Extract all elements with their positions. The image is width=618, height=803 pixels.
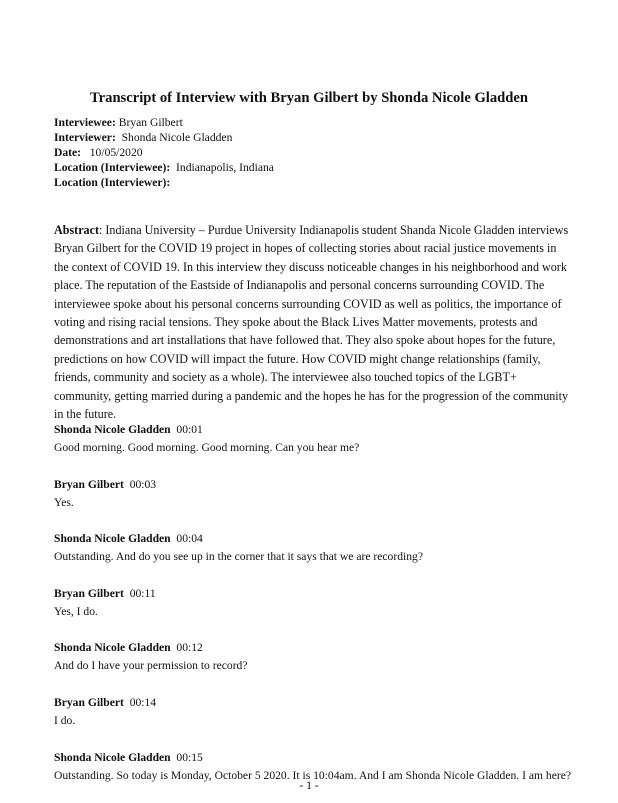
timestamp: 00:15 — [176, 750, 203, 764]
timestamp: 00:11 — [129, 586, 156, 600]
timestamp: 00:01 — [176, 423, 203, 436]
transcript-entry — [54, 530, 594, 585]
utterance: Yes. — [54, 495, 74, 509]
utterance: Good morning. Good morning. Good morning. Can you hear me? — [54, 441, 360, 454]
timestamp: 00:04 — [176, 532, 203, 546]
interviewer-value: Shonda Nicole Gladden — [121, 131, 233, 144]
transcript-entry — [54, 694, 594, 749]
transcript — [54, 421, 594, 803]
interviewee-value: Bryan Gilbert — [118, 116, 183, 129]
utterance: Outstanding. And do you see up in the corner that it says that we are recording? — [54, 550, 423, 564]
interviewer-label: Interviewer: — [54, 131, 116, 144]
transcript-entry — [54, 476, 594, 531]
interviewer-row — [54, 130, 274, 145]
utterance: I do. — [54, 713, 76, 727]
speaker-name: Bryan Gilbert — [54, 586, 124, 600]
abstract-label: Abstract — [54, 223, 100, 237]
abstract-text: : Indiana University – Purdue University Indianapolis student Shanda Nicole Gladden interviews Bryan Gilbert for the COVID 19 project in hopes of collecting stories about racial justice movements in the context of COVID 19. In this interview they discuss noticeable changes in his neighborhood and work place. The reputation of the Eastside of Indianapolis and personal concerns surrounding COVID. The interviewee spoke about his personal concerns surrounding COVID as well as politics, the importance of voting and rising racial tensions. They spoke about the Black Lives Matter movements, protests and demonstrations and art installations that have followed that. They also spoke about hopes for the future, predictions on how COVID will impact the future. How COVID might change relationships (family, friends, community and society as a whole). The interviewee also touched topics of the LGBT+ community, getting married during a pandemic and the hopes he has for the progression of the community in the future. — [54, 223, 569, 422]
date-label: Date: — [54, 146, 82, 159]
timestamp: 00:14 — [129, 695, 157, 709]
speaker-name: Shonda Nicole Gladden — [54, 641, 171, 655]
location-interviewer-row — [54, 175, 274, 190]
transcript-entry — [54, 749, 594, 803]
speaker-name: Bryan Gilbert — [54, 477, 124, 491]
location-interviewee-value: Indianapolis, Indiana — [176, 161, 274, 174]
utterance: And do I have your permission to record? — [54, 659, 248, 673]
timestamp: 00:12 — [176, 641, 203, 655]
interview-metadata — [54, 115, 274, 190]
utterance: Outstanding. So today is Monday, October 5 2020. It is 10:04am. And I am Shonda Nicole Gladden. I am here? — [54, 768, 572, 782]
document-title: Transcript of Interview with Bryan Gilbert by Shonda Nicole Gladden — [90, 90, 528, 106]
utterance: Yes, I do. — [54, 604, 98, 618]
location-interviewer-label: Location (Interviewer): — [54, 176, 171, 189]
speaker-name: Shonda Nicole Gladden — [54, 532, 171, 546]
transcript-entry — [54, 639, 594, 694]
location-interviewee-label: Location (Interviewee): — [54, 161, 171, 174]
speaker-name: Bryan Gilbert — [54, 695, 124, 709]
timestamp: 00:03 — [129, 477, 157, 491]
interviewee-row — [54, 115, 274, 130]
speaker-name: Shonda Nicole Gladden — [54, 750, 171, 764]
page-number: - 1 - — [299, 779, 319, 792]
interviewee-label: Interviewee: — [54, 116, 116, 129]
speaker-name: Shonda Nicole Gladden — [54, 423, 171, 436]
transcript-entry — [54, 585, 594, 640]
abstract — [54, 221, 574, 423]
location-interviewee-row — [54, 160, 274, 175]
date-row — [54, 145, 274, 160]
date-value: 10/05/2020 — [89, 146, 143, 159]
transcript-entry — [54, 421, 594, 476]
